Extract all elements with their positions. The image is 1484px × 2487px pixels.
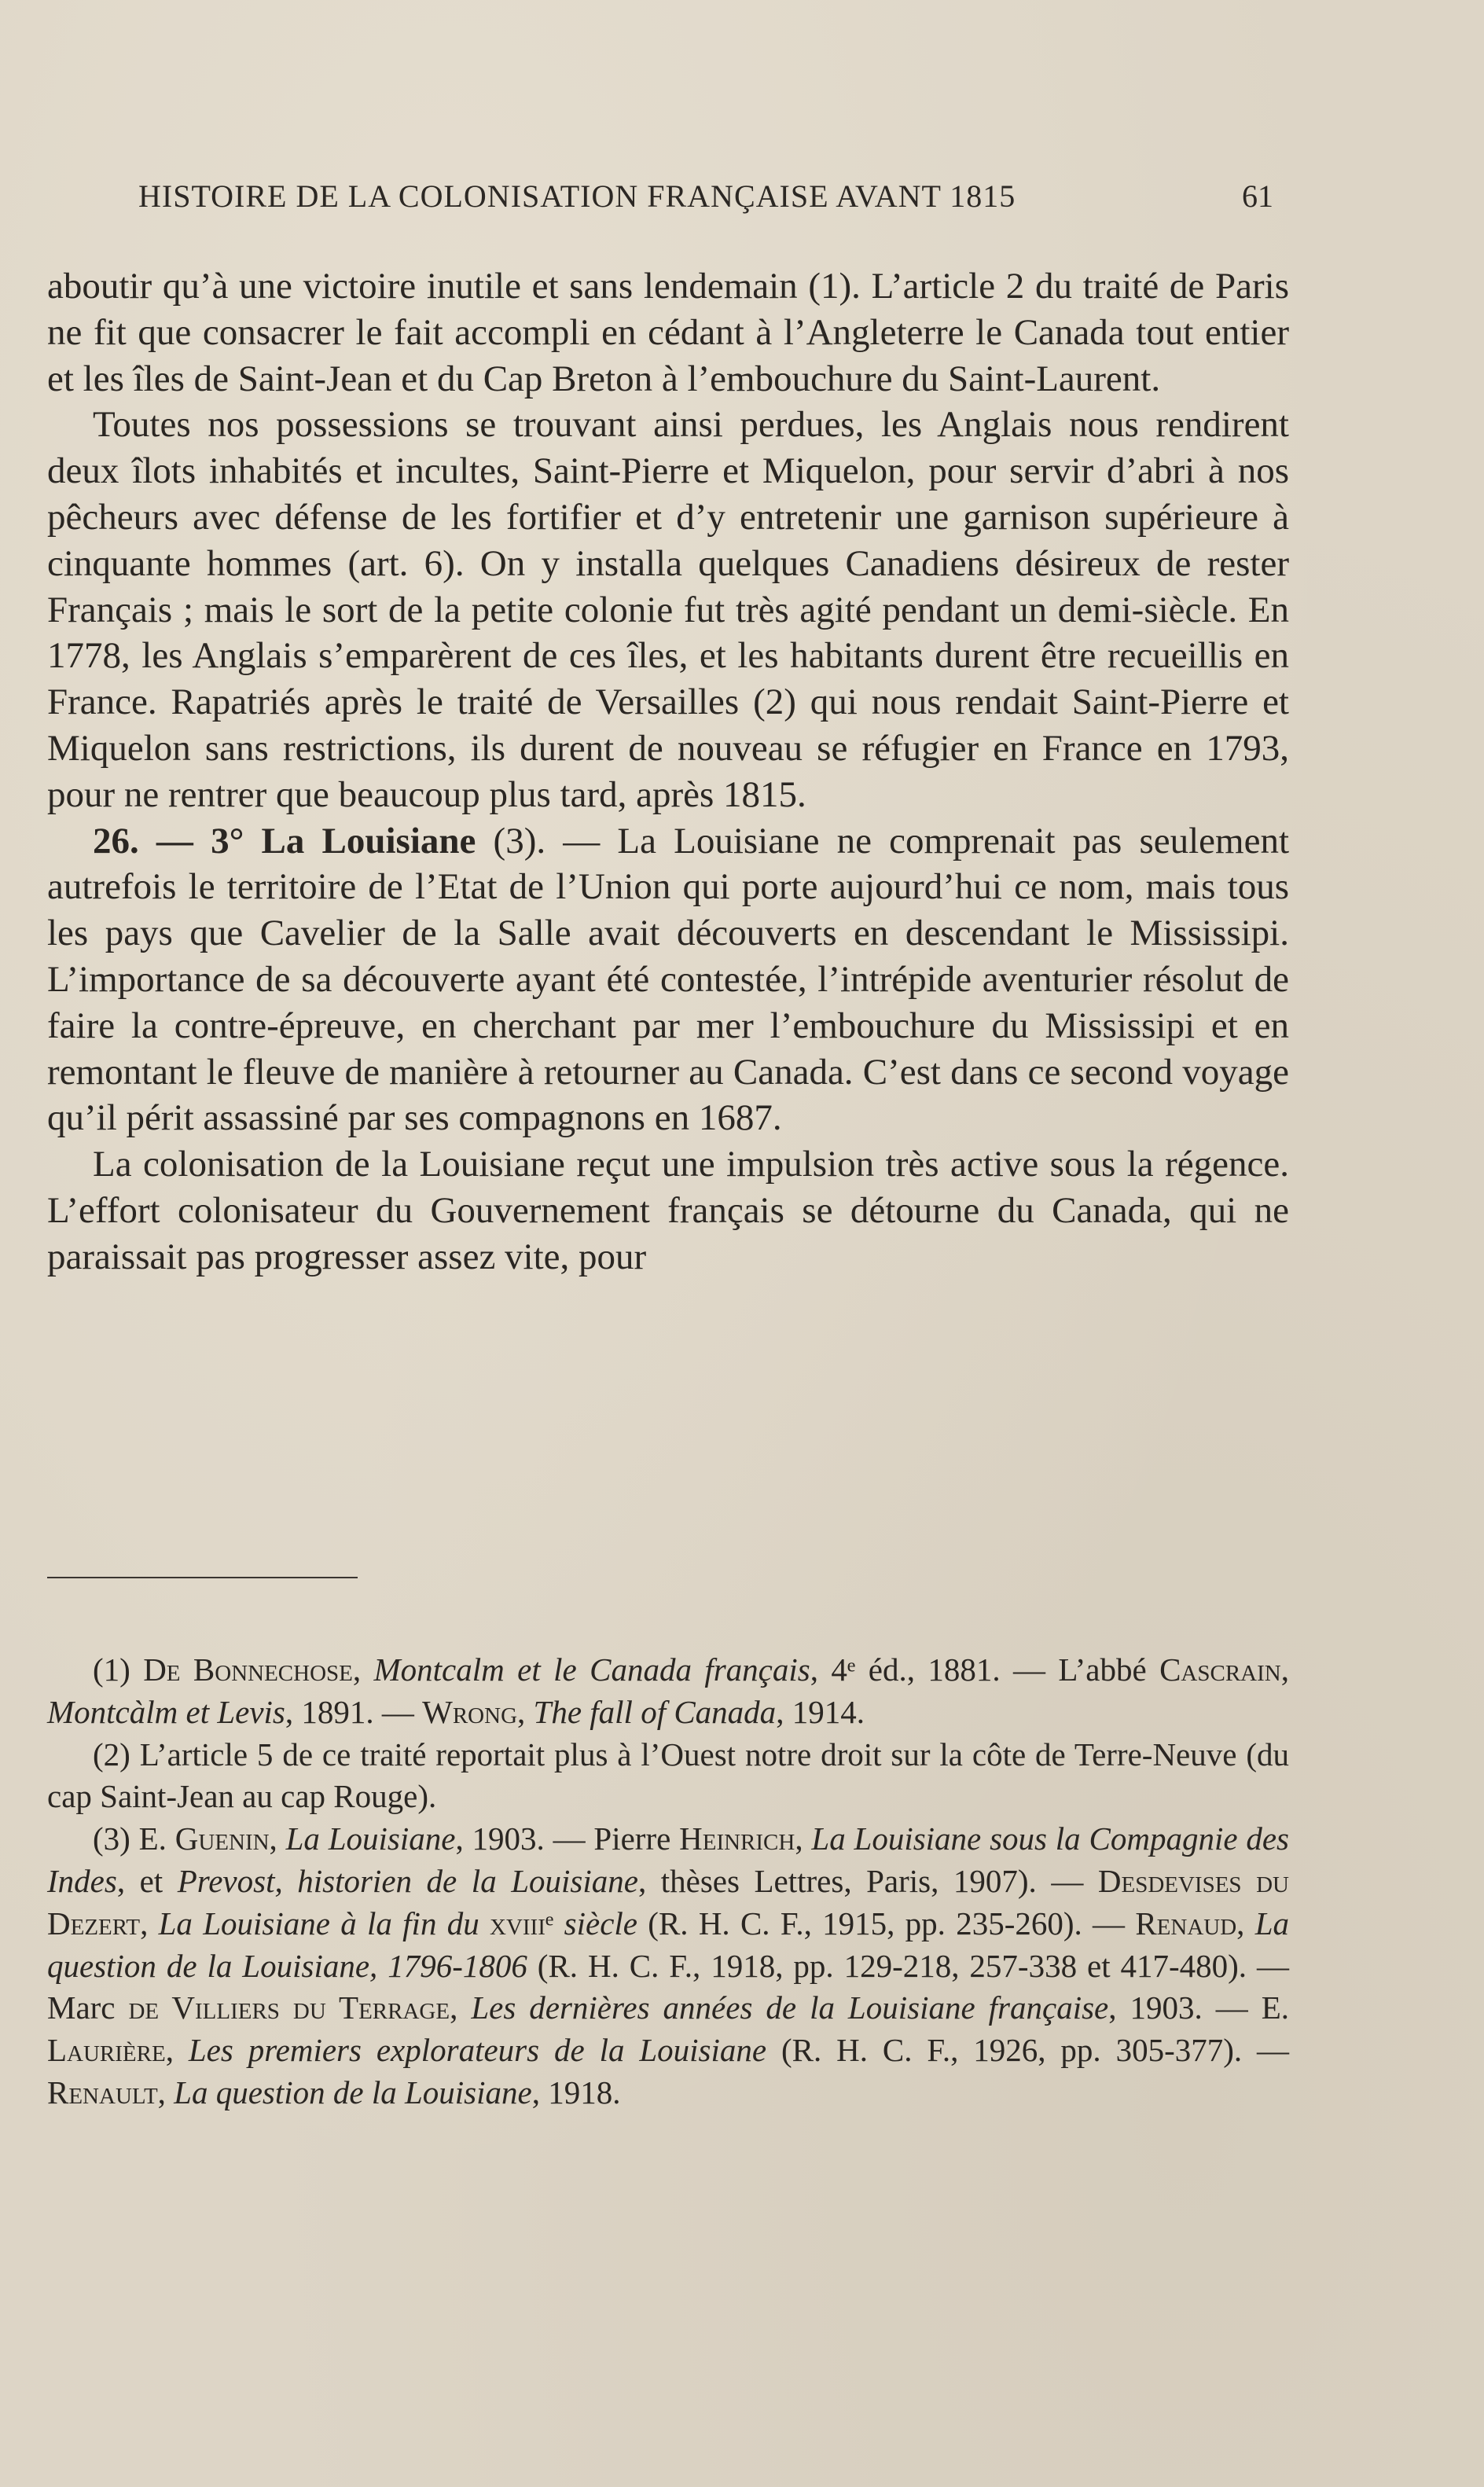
footnote-3: [47, 1818, 1289, 2114]
fn3-author: Heinrich: [679, 1820, 795, 1857]
footnote-separator: [47, 1577, 358, 1578]
fn3-author: Renault: [47, 2074, 158, 2110]
paragraph-3: [47, 818, 1289, 1142]
fn1-part: (1): [93, 1651, 144, 1688]
paragraph-2: Toutes nos possessions se trouvant ainsi perdues, les Anglais nous rendirent deux îlots inhabités et incultes, Saint-Pierre et Miquelon, pour servir d’abri à nos pêcheurs avec défense de les fortifier et d’y entretenir une garnison supérieure à cinquante hommes (art. 6). On y installa quelques Canadiens désireux de rester Français ; mais le sort de la petite colonie fut très agité pendant un demi-siècle. En 1778, les Anglais s’emparèrent de ces îles, et les habitants durent être recueillis en France. Rapatriés après le traité de Versailles (2) qui nous rendait Saint-Pierre et Miquelon sans restrictions, ils durent de nouveau se réfugier en France en 1793, pour ne rentrer que beaucoup plus tard, après 1815.: [47, 404, 1289, 815]
paragraph-1: aboutir qu’à une victoire inutile et sans lendemain (1). L’article 2 du traité de Paris ne fit que consacrer le fait accompli en cédant à l’Angleterre le Canada tout entier et les îles de Saint-Jean et du Cap Breton à l’embouchure du Saint-Laurent.: [47, 266, 1289, 399]
fn3-title: La Louisiane: [285, 1820, 456, 1857]
fn1-title: Montcàlm et Levis: [47, 1693, 285, 1730]
fn3-part: ,: [795, 1820, 812, 1857]
fn3-part: ,: [450, 1989, 472, 2026]
section-title: 3° La Louisiane: [211, 820, 476, 861]
paragraph-4: La colonisation de la Louisiane reçut une impulsion très active sous la régence. L’effort colonisateur du Gouvernement français se détourne du Canada, qui ne paraissait pas progresser assez vite, pour: [47, 1144, 1289, 1277]
fn3-part: , 1903. — Pierre: [455, 1820, 680, 1857]
fn1-title: The fall of Canada: [533, 1693, 777, 1730]
fn3-part: (R. H. C. F., 1918, pp. 129-218, 257-338 et 417-480). — Marc: [47, 1947, 1289, 2026]
fn3-part: (3) E.: [93, 1820, 175, 1857]
fn3-title: siècle: [564, 1905, 638, 1941]
fn3-part: , thèses Lettres, Paris, 1907). —: [637, 1862, 1098, 1899]
fn1-part: , 4ᵉ éd., 1881. — L’abbé: [810, 1651, 1160, 1688]
fn3-author: Guenin: [174, 1820, 270, 1857]
fn3-part: [479, 1905, 490, 1941]
footnotes: [47, 1649, 1289, 2114]
fn3-part: ,: [269, 1820, 286, 1857]
fn3-century: xviiiᵉ: [490, 1905, 554, 1941]
fn3-title: La Louisiane sous la Compagnie des Indes: [47, 1820, 1290, 1899]
fn3-title: Les dernières années de la Louisiane française: [471, 1989, 1109, 2026]
fn3-title: La question de la Louisiane: [174, 2074, 532, 2110]
fn3-part: ,: [1236, 1905, 1255, 1941]
fn3-part: , 1903. — E.: [1108, 1989, 1289, 2026]
fn3-title: Prevost, historien de la Louisiane: [177, 1862, 638, 1899]
fn3-author: de Villiers du Terrage: [128, 1989, 450, 2026]
fn1-author: Cascrain: [1159, 1651, 1281, 1688]
footnote-2: (2) L’article 5 de ce traité reportait plus à l’Ouest notre droit sur la côte de Terre-Neuve (du cap Saint-Jean au cap Rouge).: [47, 1736, 1289, 1815]
paragraph-3-text: (3). — La Louisiane ne comprenait pas seulement autrefois le territoire de l’Etat de l’Union qui porte aujourd’hui ce nom, mais tous les pays que Cavelier de la Salle avait découverts en descendant le Mississipi. L’importance de sa découverte ayant été contestée, l’intrépide aventurier résolut de faire la contre-épreuve, en cherchant par mer l’embouchure du Mississipi et en remontant le fleuve de manière à retourner au Canada. C’est dans ce second voyage qu’il périt assassiné par ses compagnons en 1687.: [47, 820, 1290, 1139]
fn1-part: , 1891. —: [285, 1693, 423, 1730]
fn1-part: ,: [1280, 1651, 1289, 1688]
fn1-part: ,: [352, 1651, 374, 1688]
page-number: 61: [1242, 178, 1273, 214]
fn3-part: , 1918.: [531, 2074, 621, 2110]
fn1-title: Montcalm et le Canada français: [373, 1651, 810, 1688]
fn3-author: Laurière: [47, 2032, 166, 2069]
main-text: [47, 263, 1289, 1280]
fn3-part: , et: [116, 1862, 178, 1899]
fn1-author: De Bonnechose: [143, 1651, 353, 1688]
footnote-1: [47, 1649, 1289, 1734]
fn3-title: La question de la Louisiane, 1796-1806: [47, 1905, 1290, 1984]
fn3-part: ,: [157, 2074, 174, 2110]
fn3-part: (R. H. C. F., 1926, pp. 305-377). —: [766, 2032, 1290, 2069]
fn3-title: Les premiers explorateurs de la Louisiane: [188, 2032, 767, 2069]
fn3-part: ,: [165, 2032, 189, 2069]
fn1-part: , 1914.: [776, 1693, 865, 1730]
fn1-author: Wrong: [422, 1693, 518, 1730]
fn3-part: [553, 1905, 564, 1941]
section-number: 26. —: [93, 820, 193, 861]
running-head: HISTOIRE DE LA COLONISATION FRANÇAISE AVANT 1815: [138, 178, 1016, 214]
fn1-part: ,: [517, 1693, 534, 1730]
fn3-author: Renaud: [1135, 1905, 1237, 1941]
fn3-part: ,: [140, 1905, 159, 1941]
fn3-author: Desdevises du Dezert: [47, 1862, 1289, 1941]
fn3-title: La Louisiane à la fin du: [158, 1905, 479, 1941]
fn3-part: (R. H. C. F., 1915, pp. 235-260). —: [637, 1905, 1136, 1941]
